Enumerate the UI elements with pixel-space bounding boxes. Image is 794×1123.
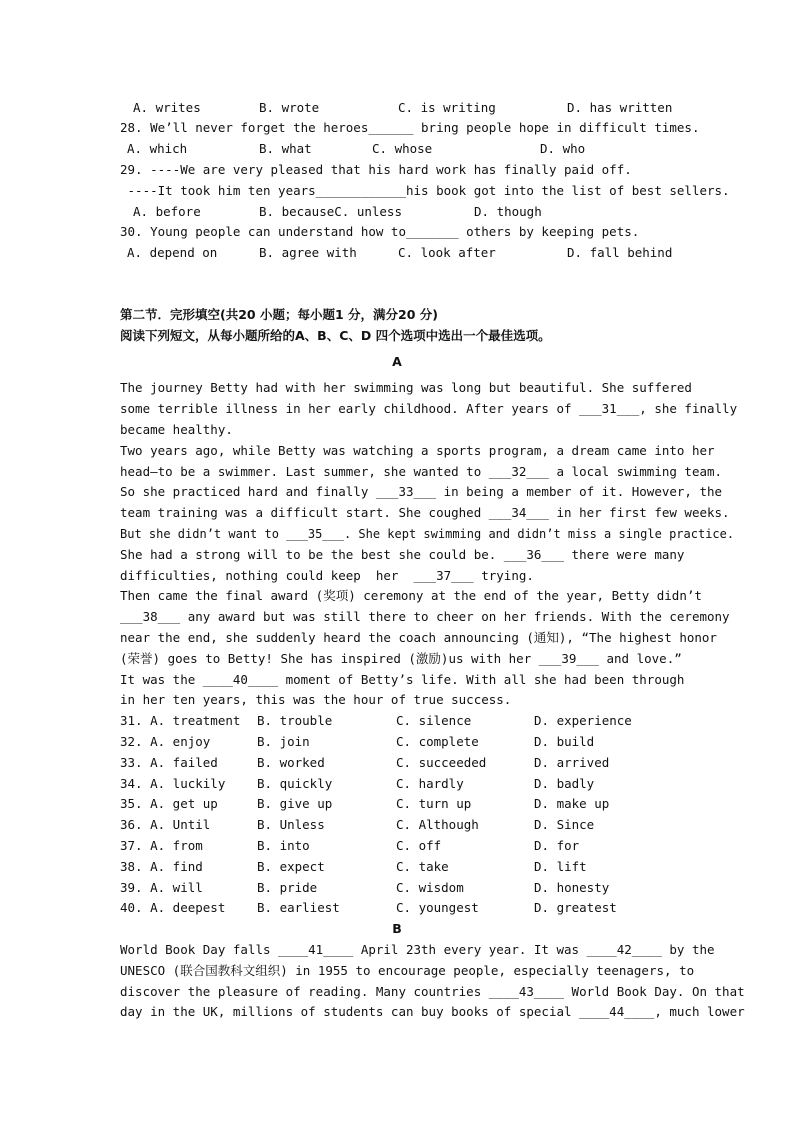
passage-a-line: became healthy. (120, 422, 233, 437)
q30-stem: 30. Young people can understand how to_______ others by keeping pets. (120, 224, 640, 239)
q28-option-d: D. who (540, 141, 586, 156)
passage-a-line: She had a strong will to be the best she could be. ___36___ there were many (120, 547, 685, 562)
q30-option-c: C. look after (398, 245, 496, 260)
q30-option-d: D. fall behind (567, 245, 673, 260)
option-cell: C. wisdom (396, 880, 464, 895)
option-cell: D. greatest (534, 900, 617, 915)
passage-b-line: day in the UK, millions of students can buy books of special ____44____, much lower (120, 1004, 745, 1019)
option-cell: C. take (396, 859, 449, 874)
option-cell: 33. A. failed (120, 755, 218, 770)
passage-a-line: So she practiced hard and finally ___33___ in being a member of it. However, the (120, 484, 723, 499)
passage-a-line: head—to be a swimmer. Last summer, she wanted to ___32___ a local swimming team. (120, 464, 723, 479)
option-cell: B. worked (257, 755, 325, 770)
option-cell: B. join (257, 734, 310, 749)
passage-a-line: Two years ago, while Betty was watching a sports program, a dream came into her (120, 443, 715, 458)
passage-b-line: World Book Day falls ____41____ April 23th every year. It was ____42____ by the (120, 942, 715, 957)
option-cell: D. lift (534, 859, 587, 874)
option-cell: C. hardly (396, 776, 464, 791)
option-cell: 31. A. treatment (120, 713, 241, 728)
passage-b-line: UNESCO (联合国教科文组织) in 1955 to encourage people, especially teenagers, to (120, 963, 695, 978)
option-cell: B. into (257, 838, 310, 853)
option-cell: D. for (534, 838, 580, 853)
q28-stem: 28. We’ll never forget the heroes______ bring people hope in difficult times. (120, 120, 700, 135)
option-cell: D. make up (534, 796, 610, 811)
option-cell: B. quickly (257, 776, 333, 791)
q28-option-b: B. what (259, 141, 312, 156)
option-cell: 40. A. deepest (120, 900, 226, 915)
q29-option-a: A. before (133, 204, 201, 219)
option-cell: C. complete (396, 734, 479, 749)
passage-b-line: discover the pleasure of reading. Many countries ____43____ World Book Day. On that (120, 984, 745, 999)
option-cell: C. turn up (396, 796, 472, 811)
option-cell: 35. A. get up (120, 796, 218, 811)
passage-a-line: in her ten years, this was the hour of true success. (120, 692, 512, 707)
option-cell: B. earliest (257, 900, 340, 915)
q28-option-c: C. whose (372, 141, 433, 156)
q27-option-a: A. writes (133, 100, 201, 115)
passage-a-line: Then came the final award (奖项) ceremony at the end of the year, Betty didn’t (120, 588, 702, 603)
option-cell: D. arrived (534, 755, 610, 770)
option-cell: C. youngest (396, 900, 479, 915)
option-cell: 37. A. from (120, 838, 203, 853)
option-cell: 32. A. enjoy (120, 734, 211, 749)
option-cell: B. expect (257, 859, 325, 874)
option-cell: D. build (534, 734, 595, 749)
q27-option-c: C. is writing (398, 100, 496, 115)
q30-option-a: A. depend on (127, 245, 218, 260)
option-cell: B. trouble (257, 713, 333, 728)
option-cell: C. off (396, 838, 442, 853)
passage-a-label: A (392, 354, 402, 369)
option-cell: D. Since (534, 817, 595, 832)
passage-a-line: But she didn’t want to ___35___. She kept swimming and didn’t miss a single practice. (120, 527, 735, 541)
q28-option-a: A. which (127, 141, 188, 156)
q27-option-b: B. wrote (259, 100, 320, 115)
option-cell: 39. A. will (120, 880, 203, 895)
option-cell: D. honesty (534, 880, 610, 895)
option-cell: 34. A. luckily (120, 776, 226, 791)
option-cell: 36. A. Until (120, 817, 211, 832)
option-cell: C. silence (396, 713, 472, 728)
section-instruction: 阅读下列短文，从每小题所给的A、B、C、D 四个选项中选出一个最佳选项。 (120, 328, 551, 343)
option-cell: D. experience (534, 713, 632, 728)
q29-option-d: D. though (474, 204, 542, 219)
q29-stem-reply: ----It took him ten years____________his book got into the list of best sellers. (120, 183, 730, 198)
passage-a-line: It was the ____40____ moment of Betty’s life. With all she had been through (120, 672, 685, 687)
section-title: 第二节．完形填空(共20 小题；每小题1 分，满分20 分) (120, 307, 438, 322)
q29-stem: 29. ----We are very pleased that his hard work has finally paid off. (120, 162, 632, 177)
option-cell: 38. A. find (120, 859, 203, 874)
passage-a-line: team training was a difficult start. She coughed ___34___ in her first few weeks. (120, 505, 730, 520)
q30-option-b: B. agree with (259, 245, 357, 260)
passage-a-line: (荣誉) goes to Betty! She has inspired (激励)us with her ___39___ and love.” (120, 651, 682, 666)
passage-a-line: The journey Betty had with her swimming was long but beautiful. She suffered (120, 380, 692, 395)
option-cell: B. give up (257, 796, 333, 811)
q29-option-bc: B. becauseC. unless (259, 204, 402, 219)
passage-a-line: difficulties, nothing could keep her ___37___ trying. (120, 568, 534, 583)
passage-a-line: some terrible illness in her early childhood. After years of ___31___, she finally (120, 401, 738, 416)
option-cell: C. succeeded (396, 755, 487, 770)
passage-a-line: near the end, she suddenly heard the coach announcing (通知), “The highest honor (120, 630, 717, 645)
option-cell: B. pride (257, 880, 318, 895)
passage-b-label: B (392, 921, 402, 936)
passage-a-line: ___38___ any award but was still there to cheer on her friends. With the ceremony (120, 609, 730, 624)
q27-option-d: D. has written (567, 100, 673, 115)
option-cell: D. badly (534, 776, 595, 791)
option-cell: C. Although (396, 817, 479, 832)
option-cell: B. Unless (257, 817, 325, 832)
